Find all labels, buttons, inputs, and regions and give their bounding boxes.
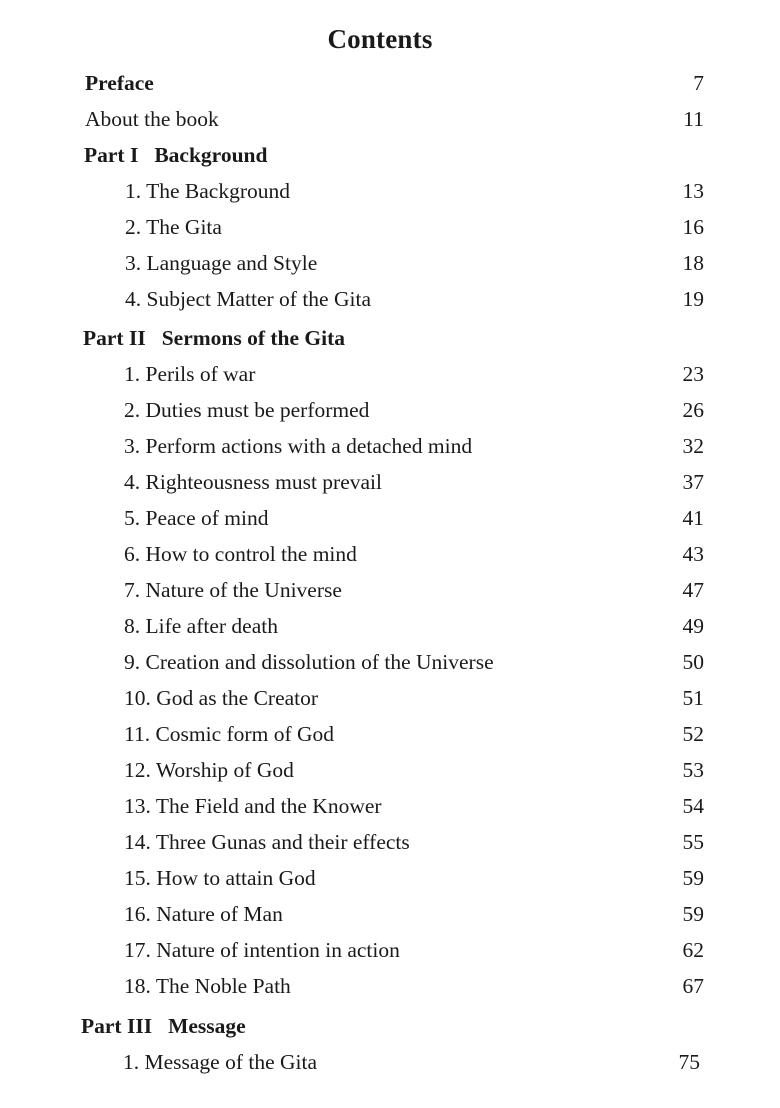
toc-entry-label: 2. The Gita xyxy=(125,215,222,239)
toc-entry-page: 59 xyxy=(682,866,704,890)
part-title: Background xyxy=(154,143,268,167)
part-title: Message xyxy=(168,1014,246,1038)
toc-entry-page: 19 xyxy=(682,287,704,311)
toc-entry-label: 5. Peace of mind xyxy=(124,506,269,530)
part-number: Part III xyxy=(81,1014,153,1038)
toc-entry-label: 15. How to attain God xyxy=(124,866,316,890)
toc-entry xyxy=(0,575,780,605)
toc-entry-page: 53 xyxy=(682,758,704,782)
toc-entry-label: 12. Worship of God xyxy=(124,758,294,782)
part-heading-3 xyxy=(0,1011,780,1041)
toc-entry xyxy=(0,791,780,821)
toc-entry xyxy=(0,971,780,1001)
toc-entry xyxy=(0,359,780,389)
toc-entry-label: 10. God as the Creator xyxy=(124,686,319,710)
toc-entry xyxy=(0,503,780,533)
toc-entry-page: 37 xyxy=(682,470,704,494)
part-number: Part I xyxy=(84,143,139,167)
toc-entry-page: 50 xyxy=(682,650,704,674)
toc-entry xyxy=(0,284,780,314)
toc-entry-label: 16. Nature of Man xyxy=(124,902,283,926)
toc-entry-page: 49 xyxy=(682,614,704,638)
toc-entry xyxy=(0,863,780,893)
toc-entry xyxy=(0,899,780,929)
part-number: Part II xyxy=(83,326,146,350)
toc-entry xyxy=(0,467,780,497)
toc-entry-page: 18 xyxy=(682,251,704,275)
toc-entry-preface xyxy=(0,68,780,98)
toc-entry-page: 59 xyxy=(682,902,704,926)
toc-entry-label: 4. Subject Matter of the Gita xyxy=(125,287,371,311)
toc-entry-page: 55 xyxy=(682,830,704,854)
toc-entry-page: 41 xyxy=(682,506,704,530)
toc-entry-page: 32 xyxy=(682,434,704,458)
toc-entry-label: 7. Nature of the Universe xyxy=(124,578,342,602)
toc-entry-about xyxy=(0,104,780,134)
part-heading-1 xyxy=(0,140,780,170)
page-title: Contents xyxy=(327,24,433,54)
toc-entry xyxy=(0,248,780,278)
toc-entry-label: 1. The Background xyxy=(125,179,290,203)
toc-entry-page: 47 xyxy=(682,578,704,602)
toc-entry-label: 2. Duties must be performed xyxy=(124,398,370,422)
toc-entry-page: 75 xyxy=(678,1050,700,1074)
toc-entry xyxy=(0,755,780,785)
toc-entry-page: 52 xyxy=(682,722,704,746)
toc-entry xyxy=(0,683,780,713)
toc-entry-page: 43 xyxy=(682,542,704,566)
toc-entry xyxy=(0,935,780,965)
toc-entry-page: 23 xyxy=(682,362,704,386)
toc-entry-label: 4. Righteousness must prevail xyxy=(124,470,382,494)
toc-entry-label: 1. Message of the Gita xyxy=(123,1050,318,1074)
toc-entry-page: 11 xyxy=(683,107,704,131)
toc-entry xyxy=(0,539,780,569)
toc-entry-label: 3. Perform actions with a detached mind xyxy=(124,434,473,458)
toc-entry-page: 13 xyxy=(682,179,704,203)
toc-entry-label: 6. How to control the mind xyxy=(124,542,357,566)
toc-entry xyxy=(0,827,780,857)
toc-entry-label: Preface xyxy=(85,71,154,95)
toc-entry-label: 3. Language and Style xyxy=(125,251,318,275)
part-heading-2 xyxy=(0,323,780,353)
toc-entry-page: 16 xyxy=(682,215,704,239)
toc-entry xyxy=(0,176,780,206)
toc-entry-page: 62 xyxy=(682,938,704,962)
toc-entry xyxy=(0,1047,780,1077)
toc-entry xyxy=(0,611,780,641)
toc-entry xyxy=(0,212,780,242)
toc-entry-label: 18. The Noble Path xyxy=(124,974,291,998)
toc-entry-label: About the book xyxy=(85,107,219,131)
part-title: Sermons of the Gita xyxy=(161,326,346,350)
toc-entry-page: 54 xyxy=(682,794,704,818)
toc-entry-page: 67 xyxy=(682,974,704,998)
toc-entry xyxy=(0,719,780,749)
toc-entry-page: 26 xyxy=(682,398,704,422)
toc-entry-label: 9. Creation and dissolution of the Universe xyxy=(124,650,494,674)
toc-entry-label: 17. Nature of intention in action xyxy=(124,938,400,962)
toc-entry-label: 13. The Field and the Knower xyxy=(124,794,382,818)
toc-entry-label: 14. Three Gunas and their effects xyxy=(124,830,410,854)
toc-entry-label: 8. Life after death xyxy=(124,614,278,638)
toc-entry-label: 11. Cosmic form of God xyxy=(124,722,335,746)
toc-entry-page: 7 xyxy=(693,71,704,95)
toc-entry-label: 1. Perils of war xyxy=(124,362,256,386)
toc-entry-page: 51 xyxy=(682,686,704,710)
toc-entry xyxy=(0,647,780,677)
toc-entry xyxy=(0,395,780,425)
toc-entry xyxy=(0,431,780,461)
